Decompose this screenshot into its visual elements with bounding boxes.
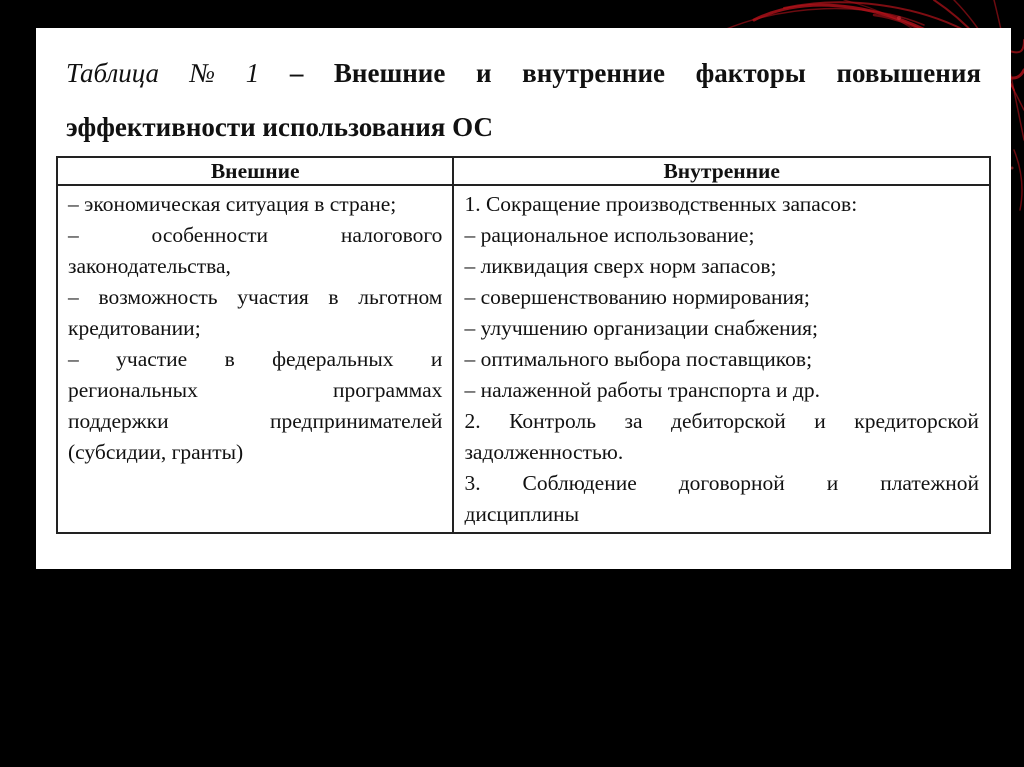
text-fragment: – [68,285,79,309]
text-fragment: 1. Сокращение производственных запасов: [464,192,858,216]
internal-factor-line [464,406,979,437]
table-row [57,185,990,533]
text-fragment: особенности [151,223,269,247]
text-fragment: программах [332,378,443,402]
caption-word: повышения [836,58,981,88]
text-fragment: дисциплины [464,502,580,526]
text-fragment: (субсидии, гранты) [68,440,244,464]
internal-factor-line [464,437,979,468]
caption-line-2: эффективности использования ОС [66,112,493,142]
text-fragment: Соблюдение [522,471,637,495]
internal-factor-line [464,189,979,220]
text-fragment: поддержки [68,409,169,433]
external-factor-line [68,313,442,344]
text-fragment: – рациональное использование; [464,223,755,247]
text-fragment: – ликвидация сверх норм запасов; [464,254,777,278]
document-sheet [36,28,1011,569]
text-fragment: участие [116,347,188,371]
text-fragment: – [68,223,79,247]
text-fragment: предпринимателей [270,409,443,433]
internal-factor-line [464,282,979,313]
text-fragment: региональных [68,378,198,402]
text-fragment: законодательства, [68,254,231,278]
text-fragment: и [430,347,443,371]
text-fragment: в [224,347,235,371]
internal-factor-line [464,251,979,282]
caption-word: Внешние [333,58,446,88]
external-factor-line [68,437,442,468]
text-fragment: в [328,285,339,309]
external-factor-line [68,375,442,406]
external-factor-line [68,251,442,282]
caption-word: 1 [245,58,260,88]
internal-factor-line [464,375,979,406]
text-fragment: – улучшению организации снабжения; [464,316,818,340]
text-fragment: и [814,409,826,433]
external-factor-line [68,282,442,313]
table-caption [66,46,981,154]
text-fragment: платежной [880,471,979,495]
caption-word: внутренние [522,58,665,88]
header-internal: Внутренние [453,157,990,185]
text-fragment: Контроль [509,409,596,433]
text-fragment: договорной [678,471,785,495]
text-fragment: льготном [358,285,443,309]
text-fragment: кредитовании; [68,316,201,340]
text-fragment: налогового [340,223,443,247]
text-fragment: 2. [464,409,481,433]
text-fragment: дебиторской [671,409,786,433]
text-fragment: – налаженной работы транспорта и др. [464,378,820,402]
caption-word: – [289,58,304,88]
internal-factor-line [464,468,979,499]
caption-word: № [189,58,216,88]
text-fragment: федеральных [272,347,394,371]
internal-factor-line [464,313,979,344]
caption-word: факторы [695,58,806,88]
factors-table [56,156,991,534]
external-factor-line [68,406,442,437]
caption-word: и [475,58,492,88]
text-fragment: участия [237,285,309,309]
text-fragment: и [826,471,839,495]
external-factors-cell [57,185,453,533]
text-fragment: – [68,347,79,371]
external-factor-line [68,344,442,375]
header-external: Внешние [57,157,453,185]
table-header-row [57,157,990,185]
internal-factor-line [464,220,979,251]
text-fragment: задолженностью. [464,440,624,464]
caption-line-1 [66,46,981,100]
text-fragment: кредиторской [854,409,979,433]
text-fragment: возможность [98,285,218,309]
text-fragment: – совершенствованию нормирования; [464,285,810,309]
internal-factor-line [464,499,979,530]
internal-factors-cell [453,185,990,533]
text-fragment: – оптимального выбора поставщиков; [464,347,813,371]
internal-factor-line [464,344,979,375]
text-fragment: за [624,409,643,433]
caption-word: Таблица [66,58,160,88]
text-fragment: – экономическая ситуация в стране; [68,192,397,216]
external-factor-line [68,189,442,220]
external-factor-line [68,220,442,251]
text-fragment: 3. [464,471,481,495]
